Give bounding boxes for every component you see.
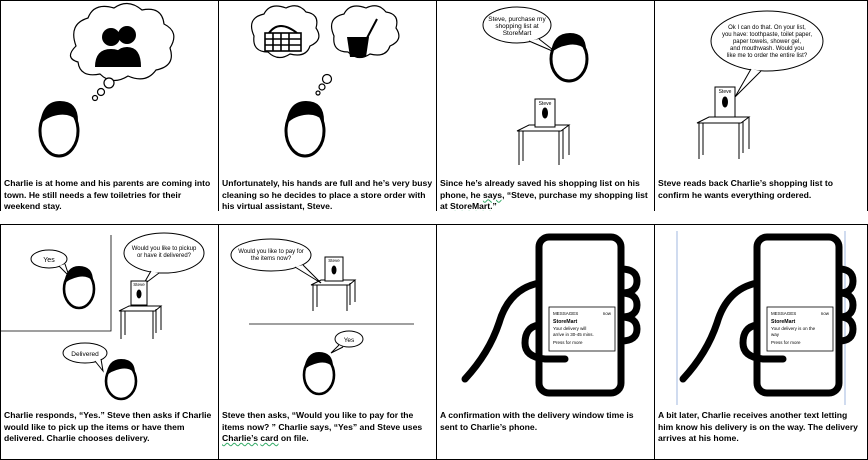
panel-6-art xyxy=(219,225,436,405)
table-with-steve-device xyxy=(517,99,569,165)
bubble-line-3: StoreMart xyxy=(502,30,532,37)
bubble-yes-text: Yes xyxy=(43,257,55,264)
speech-bubble-yes xyxy=(331,331,363,353)
speech-bubble-delivered xyxy=(63,343,107,371)
speech-bubble xyxy=(711,11,823,97)
bubble-line-3: paper towels, shower gel, xyxy=(732,39,802,45)
notification-card xyxy=(767,307,833,351)
table-with-steve-device xyxy=(697,87,749,159)
bubble-q-line-2: the items now? xyxy=(250,256,292,262)
notif-body-1: Your delivery will xyxy=(553,326,587,331)
panel-5 xyxy=(0,224,219,460)
notif-sender: StoreMart xyxy=(553,319,578,325)
notif-action: Press for more xyxy=(771,340,801,345)
caption-6: Steve then asks, “Would you like to pay for the items now? ” Charlie says, “Yes” and Steve uses Charlie’s card on file. xyxy=(222,410,423,443)
panel-3 xyxy=(436,0,655,212)
panel-1-art xyxy=(1,1,218,173)
panel-7-art xyxy=(437,225,654,405)
bubble-q-line-2: or have it delivered? xyxy=(136,253,192,259)
panel-8-art xyxy=(655,225,867,405)
caption-2: Unfortunately, his hands are full and he’s very busy cleaning so he decides to place a store order with his virtual assistant, Steve. xyxy=(222,178,433,211)
notif-sender: StoreMart xyxy=(771,319,796,325)
charlie-head xyxy=(286,101,324,156)
notification-card xyxy=(549,307,615,351)
panel-4-art xyxy=(655,1,867,173)
caption-1: Charlie is at home and his parents are coming into town. He still needs a few toiletries for their weekend stay. xyxy=(4,178,211,211)
bubble-q-line-1: Would you like to pay for xyxy=(238,249,304,255)
notif-time: now xyxy=(820,311,829,316)
charlie-head xyxy=(40,101,78,156)
speech-bubble xyxy=(483,7,557,53)
bubble-yes-text: Yes xyxy=(343,337,355,344)
caption-5: Charlie responds, “Yes.” Steve then asks if Charlie would like to pick up the items or have them delivered. Charlie chooses delivery. xyxy=(4,410,212,443)
speech-bubble-question xyxy=(231,239,321,283)
speech-bubble-question xyxy=(124,233,204,285)
caption-8: A bit later, Charlie receives another text letting him know his delivery is on the way. The delivery arrives at his home. xyxy=(658,410,858,443)
device-label: Steve xyxy=(718,89,732,95)
bubble-q-line-1: Would you like to pickup xyxy=(131,246,197,252)
charlie-head xyxy=(551,33,587,81)
panel-6 xyxy=(218,224,437,460)
bubble-delivered-text: Delivered xyxy=(71,351,99,358)
bubble-line-1: Ok I can do that. On your list, xyxy=(728,25,806,31)
device-label: Steve xyxy=(328,258,340,263)
panel-3-art xyxy=(437,1,654,173)
panel-2-art xyxy=(219,1,436,173)
bubble-line-2: you have: toothpaste, toilet paper, xyxy=(721,32,813,38)
notif-body-2: arrive in 30-45 mins. xyxy=(553,332,594,337)
panel-1 xyxy=(0,0,219,212)
bubble-line-5: like me to order the entire list? xyxy=(726,53,808,59)
notif-header: MESSAGES xyxy=(771,311,797,316)
notif-body-1: Your delivery is on the xyxy=(771,326,816,331)
device-label: Steve xyxy=(538,101,552,107)
notif-header: MESSAGES xyxy=(553,311,579,316)
speech-bubble-yes xyxy=(31,250,69,276)
panel-7 xyxy=(436,224,655,460)
table-with-steve-device xyxy=(311,257,355,311)
notif-body-2: way xyxy=(771,332,780,337)
notif-time: now xyxy=(602,311,611,316)
charlie-head xyxy=(304,352,334,394)
charlie-head-2 xyxy=(106,359,136,399)
bubble-line-1: Steve, purchase my xyxy=(488,16,546,23)
panel-4 xyxy=(654,0,868,212)
device-label: Steve xyxy=(133,282,145,287)
notif-action: Press for more xyxy=(553,340,583,345)
caption-4: Steve reads back Charlie’s shopping list to confirm he wants everything ordered. xyxy=(658,178,833,200)
charlie-head xyxy=(64,266,94,308)
panel-2 xyxy=(218,0,437,212)
bubble-line-4: and mouthwash. Would you xyxy=(730,46,804,52)
caption-3: Since he’s already saved his shopping list on his phone, he says, “Steve, purchase my shopping list at StoreMart.” xyxy=(440,178,648,211)
row-gap xyxy=(0,211,868,225)
panel-5-art xyxy=(1,225,218,405)
panel-8 xyxy=(654,224,868,460)
caption-7: A confirmation with the delivery window time is sent to Charlie’s phone. xyxy=(440,410,634,432)
table-with-steve-device xyxy=(119,281,161,339)
bubble-line-2: shopping list at xyxy=(495,23,539,30)
